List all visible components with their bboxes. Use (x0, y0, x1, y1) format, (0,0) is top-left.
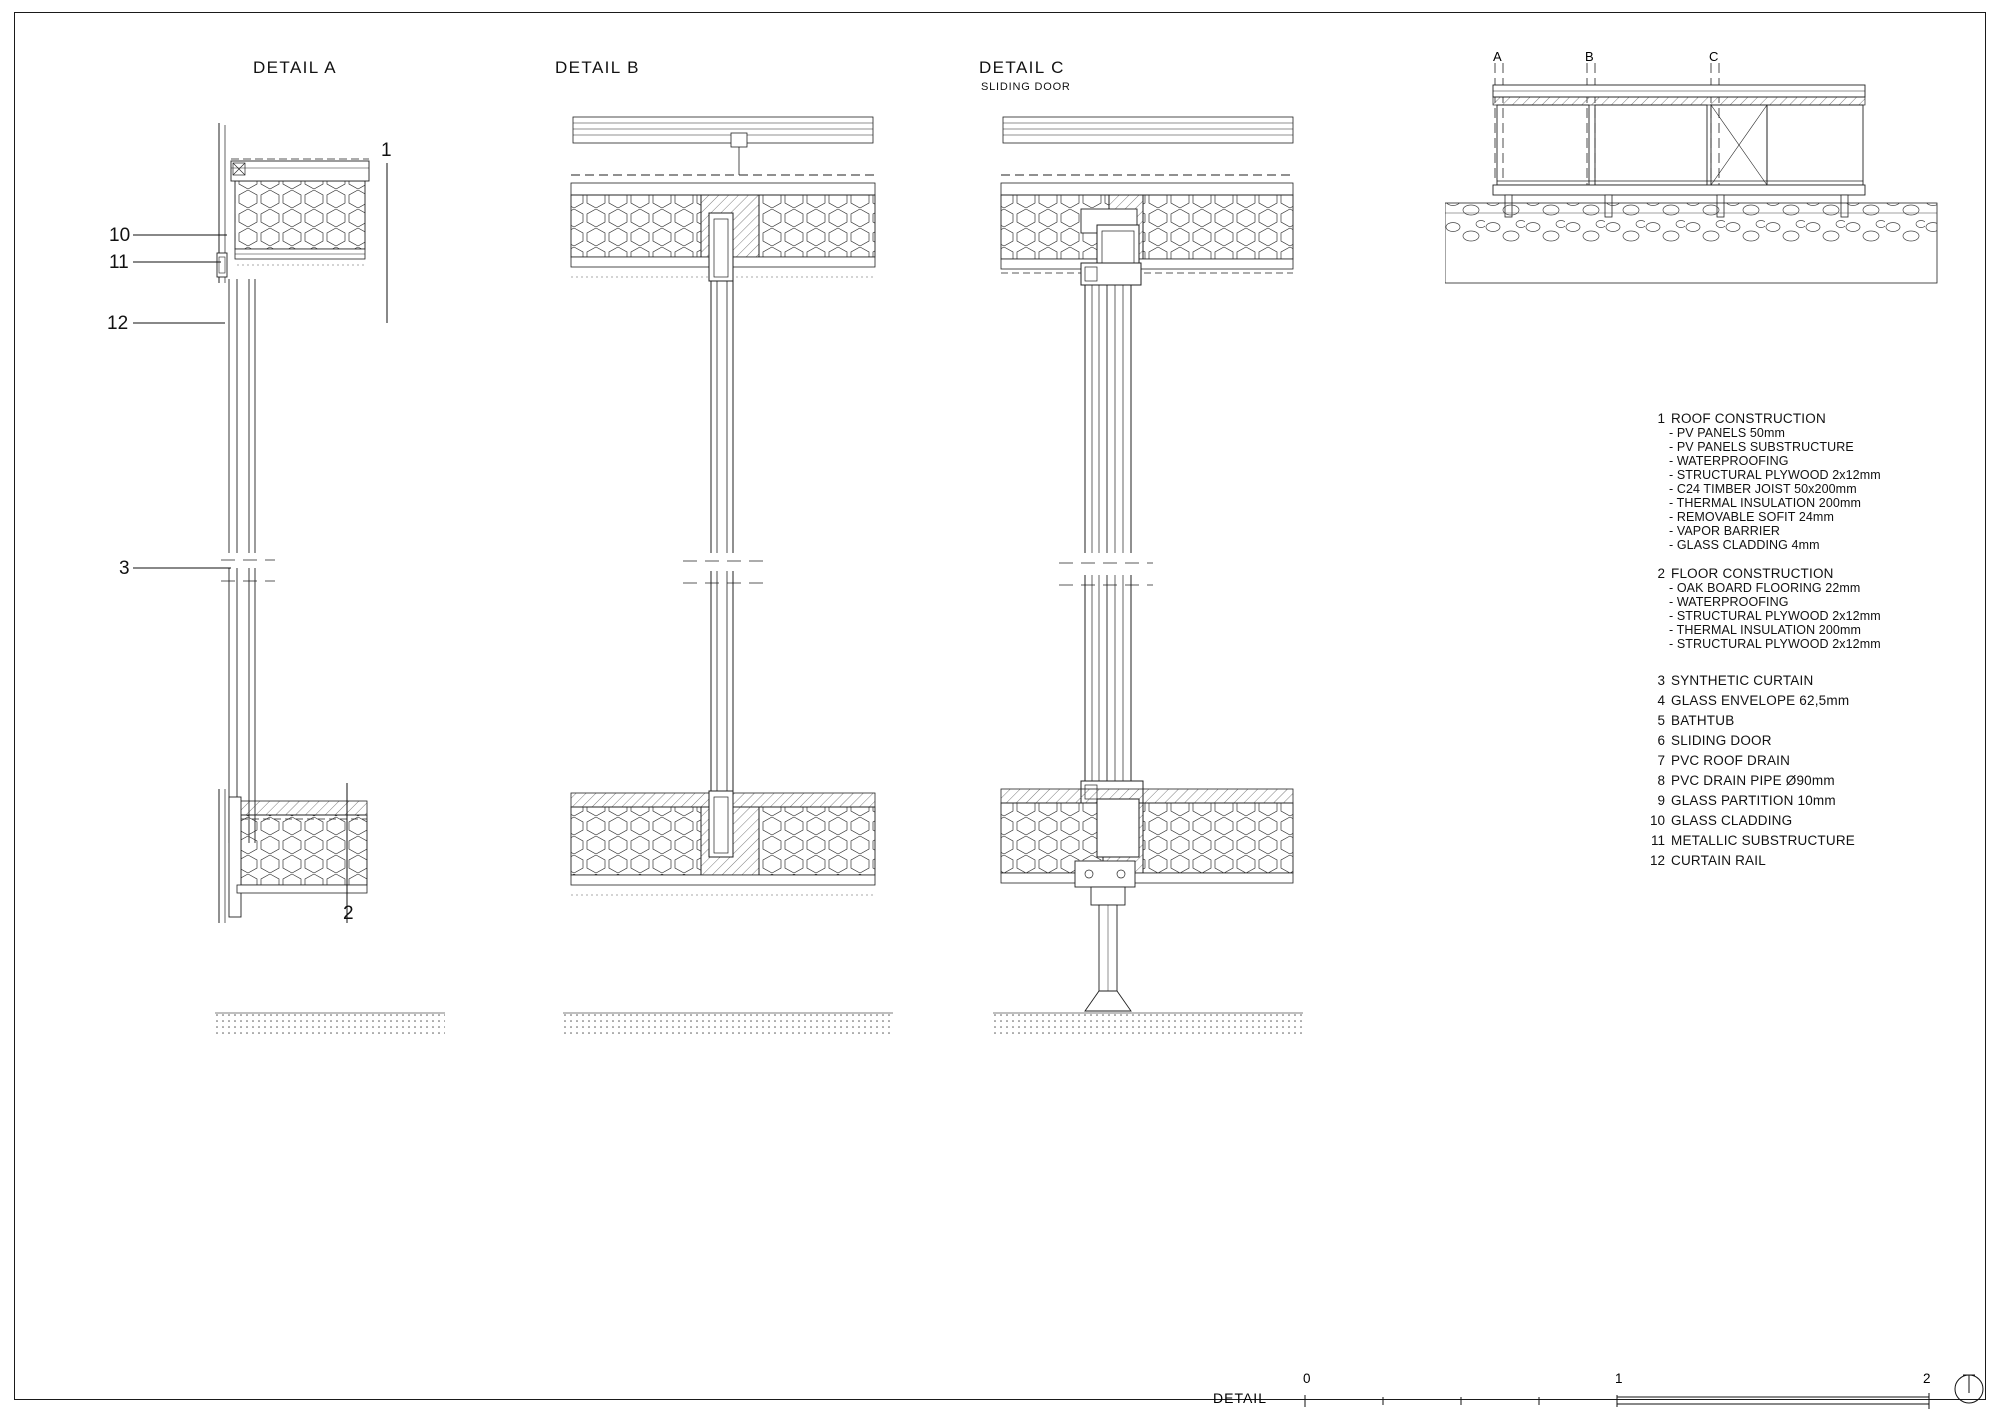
legend-group-roof-heading (1643, 411, 1983, 426)
detail-c-drawing (993, 113, 1313, 1293)
legend-row-7 (1643, 753, 1983, 768)
legend-row-4 (1643, 693, 1983, 708)
callout-1: 1 (381, 140, 392, 161)
legend-label: PVC ROOF DRAIN (1671, 753, 1791, 768)
legend-item: - WATERPROOFING (1669, 595, 1789, 609)
legend-item: - STRUCTURAL PLYWOOD 2x12mm (1669, 468, 1881, 482)
legend-row-9 (1643, 793, 1983, 808)
keyplan-mark-b: B (1585, 49, 1594, 64)
legend-label: CURTAIN RAIL (1671, 853, 1766, 868)
legend-group-roof-title: ROOF CONSTRUCTION (1671, 411, 1826, 426)
north-arrow-icon (1947, 1365, 1993, 1411)
detail-a-leaders (85, 123, 425, 943)
legend-row-6 (1643, 733, 1983, 748)
legend-row-12 (1643, 853, 1983, 868)
legend-row-11 (1643, 833, 1983, 848)
drawing-sheet (14, 12, 1986, 1406)
keyplan-mark-a: A (1493, 49, 1502, 64)
legend-item: - STRUCTURAL PLYWOOD 2x12mm (1669, 637, 1881, 651)
callout-3: 3 (119, 558, 130, 579)
legend-group-floor-title: FLOOR CONSTRUCTION (1671, 566, 1834, 581)
legend-row-8 (1643, 773, 1983, 788)
legend-simple-list (1643, 673, 1983, 868)
legend-label: GLASS CLADDING (1671, 813, 1793, 828)
key-plan-drawing (1445, 63, 1965, 303)
scale-bar-label: DETAIL (1213, 1390, 1267, 1406)
legend-number: 11 (1650, 833, 1665, 848)
callout-2: 2 (343, 903, 354, 924)
legend-number: 10 (1649, 813, 1665, 828)
legend-group-floor-heading (1643, 566, 1983, 581)
legend-number: 4 (1657, 693, 1665, 708)
legend-item: - PV PANELS SUBSTRUCTURE (1669, 440, 1854, 454)
legend-item: - VAPOR BARRIER (1669, 524, 1781, 538)
legend-number: 3 (1657, 673, 1665, 688)
legend-group-floor (1643, 566, 1983, 651)
legend-item: - STRUCTURAL PLYWOOD 2x12mm (1669, 609, 1881, 623)
legend-item: - GLASS CLADDING 4mm (1669, 538, 1820, 552)
legend-label: SYNTHETIC CURTAIN (1671, 673, 1814, 688)
legend-row-10 (1643, 813, 1983, 828)
legend-label: PVC DRAIN PIPE Ø90mm (1671, 773, 1835, 788)
callout-11: 11 (109, 252, 129, 273)
legend-number: 9 (1657, 793, 1665, 808)
legend-item: - PV PANELS 50mm (1669, 426, 1785, 440)
legend-group-roof-number: 1 (1657, 411, 1665, 426)
detail-c-subtitle: SLIDING DOOR (981, 81, 1071, 93)
scale-tick-0: 0 (1303, 1371, 1312, 1386)
callout-10: 10 (109, 225, 131, 246)
legend-row-3 (1643, 673, 1983, 688)
legend-number: 12 (1649, 853, 1665, 868)
legend-number: 8 (1657, 773, 1665, 788)
legend-item: - WATERPROOFING (1669, 454, 1789, 468)
callout-12: 12 (107, 313, 129, 334)
legend-item: - REMOVABLE SOFIT 24mm (1669, 510, 1834, 524)
scale-bar (1295, 1389, 1955, 1415)
legend-item: - THERMAL INSULATION 200mm (1669, 496, 1861, 510)
legend-number: 7 (1657, 753, 1665, 768)
legend (1643, 411, 1983, 873)
legend-label: BATHTUB (1671, 713, 1735, 728)
detail-a-title: DETAIL A (253, 58, 337, 77)
legend-item: - THERMAL INSULATION 200mm (1669, 623, 1861, 637)
keyplan-mark-c: C (1709, 49, 1719, 64)
legend-group-roof (1643, 411, 1983, 552)
legend-number: 5 (1657, 713, 1665, 728)
legend-label: METALLIC SUBSTRUCTURE (1671, 833, 1855, 848)
detail-b-drawing (563, 113, 903, 1113)
legend-label: SLIDING DOOR (1671, 733, 1772, 748)
legend-number: 6 (1657, 733, 1665, 748)
detail-b-title: DETAIL B (555, 58, 640, 77)
legend-label: GLASS ENVELOPE 62,5mm (1671, 693, 1850, 708)
scale-tick-2: 2 (1923, 1371, 1932, 1386)
legend-item: - C24 TIMBER JOIST 50x200mm (1669, 482, 1857, 496)
scale-tick-1: 1 (1615, 1371, 1624, 1386)
legend-label: GLASS PARTITION 10mm (1671, 793, 1836, 808)
detail-c-title: DETAIL C (979, 58, 1065, 77)
legend-row-5 (1643, 713, 1983, 728)
legend-group-floor-number: 2 (1657, 566, 1665, 581)
legend-item: - OAK BOARD FLOORING 22mm (1669, 581, 1861, 595)
